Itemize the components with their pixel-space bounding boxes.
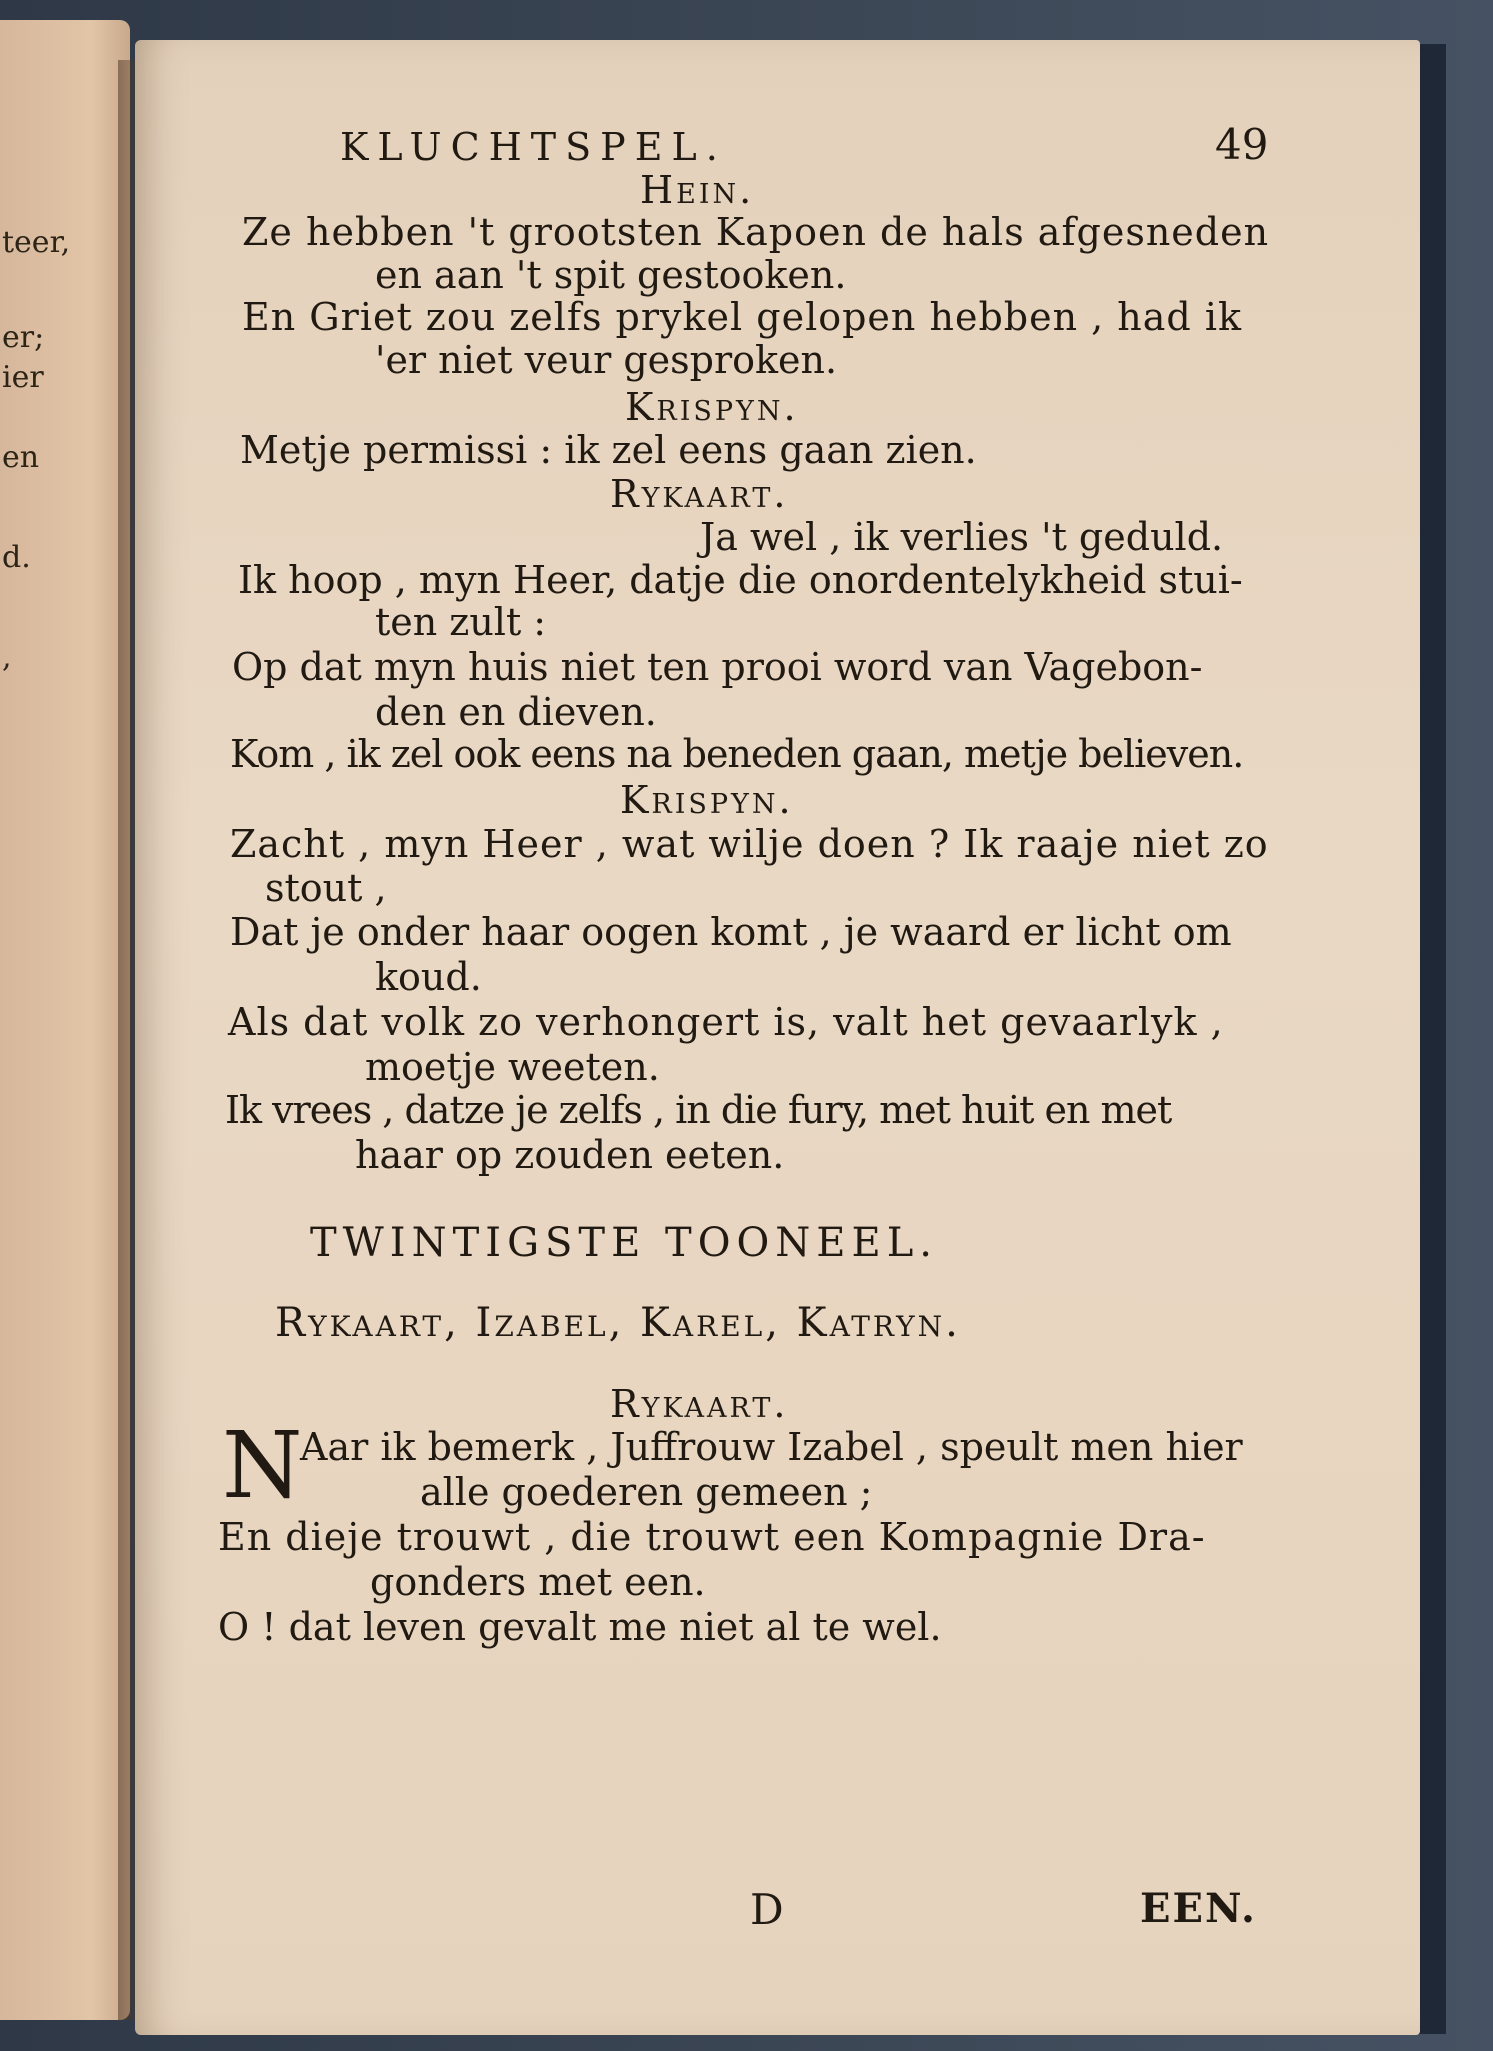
signature-mark: D: [750, 1885, 784, 1934]
running-head: KLUCHTSPEL.: [340, 125, 727, 169]
drop-cap: N: [222, 1412, 303, 1519]
verse-line: Als dat volk zo verhongert is, valt het gevaarlyk ,: [228, 1000, 1224, 1044]
verse-line: en aan 't spit gestooken.: [375, 253, 847, 297]
verse-line: Op dat myn huis niet ten prooi word van Vagebon-: [232, 645, 1203, 689]
verse-line: Ze hebben 't grootsten Kapoen de hals afgesneden: [242, 210, 1270, 254]
speaker-name: Krispyn.: [620, 778, 794, 822]
verse-line: ten zult :: [375, 600, 547, 644]
verse-line: stout ,: [265, 866, 387, 910]
left-fragment: d.: [2, 540, 31, 575]
speaker-name: Rykaart.: [610, 472, 789, 516]
catchword: EEN.: [1140, 1885, 1257, 1932]
verse-line: alle goederen gemeen ;: [420, 1470, 873, 1514]
verse-line: Kom , ik zel ook eens na beneden gaan, metje believen.: [230, 732, 1244, 776]
verse-line: Aar ik bemerk , Juffrouw Izabel , speult men hier: [300, 1425, 1243, 1469]
left-fragment: ier: [2, 360, 44, 395]
verse-line: Metje permissi : ik zel eens gaan zien.: [240, 428, 977, 472]
verse-line: 'er niet veur gesproken.: [375, 338, 838, 382]
verse-line: Ik hoop , myn Heer, datje die onordentelykheid stui-: [238, 558, 1243, 602]
scene-title: TWINTIGSTE TOONEEL.: [310, 1220, 938, 1266]
verse-line: haar op zouden eeten.: [355, 1133, 785, 1177]
verse-line: O ! dat leven gevalt me niet al te wel.: [218, 1605, 942, 1649]
speaker-name: Hein.: [640, 168, 755, 212]
speaker-name: Rykaart.: [610, 1382, 789, 1426]
page-edge-shadow: [1418, 44, 1446, 2034]
left-fragment: ,: [2, 640, 12, 675]
verse-line: den en dieven.: [375, 690, 657, 734]
verse-line: Ja wel , ik verlies 't geduld.: [700, 515, 1224, 559]
verse-line: moetje weeten.: [365, 1045, 660, 1089]
character-list: Rykaart, Izabel, Karel, Katryn.: [275, 1300, 961, 1346]
verse-line: Ik vrees , datze je zelfs , in die fury, met huit en met: [225, 1088, 1172, 1132]
verse-line: En dieje trouwt , die trouwt een Kompagnie Dra-: [218, 1515, 1206, 1559]
verse-line: koud.: [375, 955, 482, 999]
verse-line: gonders met een.: [370, 1560, 706, 1604]
verse-line: Dat je onder haar oogen komt , je waard er licht om: [230, 910, 1232, 954]
left-fragment: teer,: [2, 225, 71, 260]
page-number: 49: [1215, 120, 1269, 169]
verse-line: En Griet zou zelfs prykel gelopen hebben , had ik: [242, 295, 1243, 339]
left-fragment: en: [2, 440, 40, 475]
speaker-name: Krispyn.: [625, 385, 799, 429]
left-fragment: er;: [2, 320, 45, 355]
verse-line: Zacht , myn Heer , wat wilje doen ? Ik raaje niet zo: [230, 822, 1269, 866]
left-page-edge: [0, 20, 130, 2020]
